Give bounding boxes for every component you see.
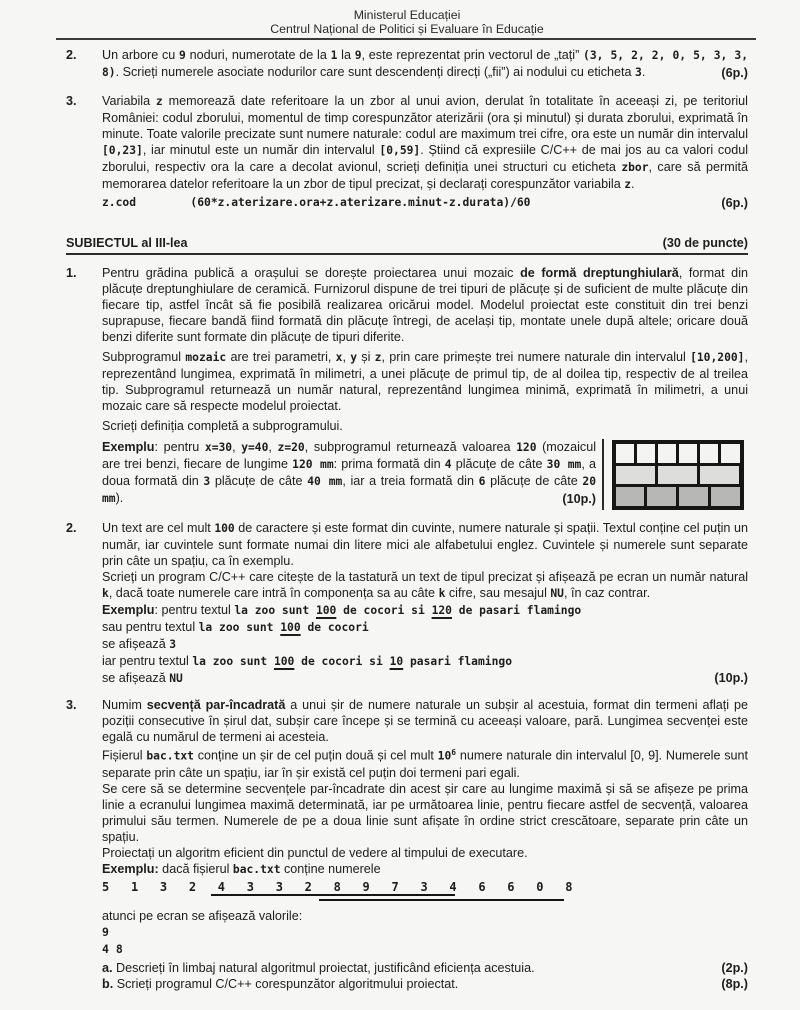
example-line bbox=[102, 636, 748, 653]
text-run: pasari flamingo bbox=[403, 655, 512, 668]
text-run: plăcuțe de câte bbox=[210, 474, 308, 488]
text-run: . Scrieți numerele asociate nodurilor care sunt descendenți direcți („fii”) ai nodului cu eticheta bbox=[115, 65, 636, 79]
text-run: x=30 bbox=[204, 441, 233, 454]
section-points: (30 de puncte) bbox=[662, 236, 748, 250]
text-run: 20 mm bbox=[102, 475, 596, 505]
text-run: de cocori si bbox=[294, 655, 390, 668]
text-run: Un text are cel mult bbox=[102, 521, 215, 535]
text-run: 30 mm bbox=[546, 458, 582, 471]
text-run: 9 bbox=[354, 49, 362, 62]
text-run: 3 bbox=[635, 66, 642, 79]
question-iii-3 bbox=[66, 697, 748, 992]
code-expression: z.cod (60*z.aterizare.ora+z.aterizare.minut-z.durata)/60 bbox=[102, 196, 531, 209]
sequence-underline bbox=[319, 899, 564, 902]
efficiency-note: Proiectați un algoritm eficient din punctul de vedere al timpului de executare. bbox=[102, 845, 528, 860]
question-ii-2 bbox=[66, 47, 748, 81]
example-line bbox=[102, 602, 748, 619]
text-run: 120 mm bbox=[292, 458, 334, 471]
text-run: (mozaicul are trei benzi, fiecare de lungime bbox=[102, 440, 596, 471]
text-run: 120 bbox=[431, 604, 452, 617]
text-run: 10 bbox=[437, 749, 452, 763]
text-run: , este reprezentat prin vectorul de „tați” bbox=[361, 48, 584, 62]
points-badge: (10p.) bbox=[714, 671, 748, 685]
subtask-a-text bbox=[102, 960, 535, 976]
text-run: z bbox=[155, 95, 163, 108]
text-run: , iar minutul este un număr din intervalul bbox=[142, 143, 380, 157]
text-run: Exemplu bbox=[102, 440, 155, 454]
text-run: [0,23] bbox=[102, 144, 143, 157]
text-run: Exemplu: bbox=[102, 861, 159, 876]
text-run: , format din plăcuțe dreptunghiulare de ceramică. Furnizorul dispune de trei tipuri de plăcuțe și de suficient de multe plăcuțe din fiecare tip, astfel încât să fie posibilă realizarea oricărui model. Modelul proiectat este constituit din trei benzi suprapuse, fiecare bandă fiind formată din plăcuțe întregi, de același tip, montate unele după altele; oricare două benzi diferite sunt formate din plăcuțe de tipuri diferite. bbox=[102, 266, 748, 344]
mosaic-cell bbox=[676, 487, 708, 506]
subtask-b-text bbox=[102, 976, 458, 992]
text-run: Un arbore cu bbox=[102, 48, 180, 62]
text-run: Fișierul bbox=[102, 748, 147, 763]
text-run: b. bbox=[102, 976, 114, 991]
mosaic-cell bbox=[697, 444, 718, 463]
text-run: bac.txt bbox=[146, 749, 194, 763]
text-run: , în caz contrar. bbox=[563, 586, 651, 600]
text-run: [10,200] bbox=[690, 351, 745, 364]
text-run: 9 bbox=[179, 49, 186, 62]
example-sequence bbox=[102, 878, 573, 908]
question-number: 1. bbox=[66, 266, 77, 280]
example-block bbox=[102, 439, 748, 510]
text-run: Subprogramul bbox=[102, 350, 186, 364]
points-badge: (6p.) bbox=[721, 66, 748, 80]
text-run: bac.txt bbox=[232, 862, 281, 876]
subprogram-description bbox=[102, 349, 748, 414]
output-intro: atunci pe ecran se afișează valorile: bbox=[102, 908, 303, 923]
text-run: 3 bbox=[169, 638, 177, 651]
text-run: conține numerele bbox=[280, 861, 381, 876]
text-run: , care să permită memorarea datelor referitoare la un zbor de tipul precizat, și declarați corespunzător variabila bbox=[102, 160, 748, 191]
example-line bbox=[102, 619, 748, 636]
text-run: (3, 5, 2, 2, 0, 5, 3, 3, 8) bbox=[102, 49, 748, 79]
question-number: 3. bbox=[66, 698, 77, 712]
points-badge: (2p.) bbox=[721, 960, 748, 975]
text-run: NU bbox=[550, 587, 564, 600]
header-ministry: Ministerul Educației bbox=[353, 8, 461, 22]
task-sentence: Scrieți definiția completă a subprogramului. bbox=[102, 419, 343, 433]
points-badge: (10p.) bbox=[562, 492, 596, 506]
subtask-a bbox=[102, 960, 748, 976]
text-run: : prima formată din bbox=[333, 457, 445, 471]
text-run: memorează date referitoare la un zbor al unui avion, derulat în totalitate în aceeași zi, pe teritoriul României: codul zborului, momentul de timp corespunzător aterizării (ora și minutul) și durata zborului, exprimată în minute. Toate valorile precizate sunt numere naturale: codul are maximum trei cifre, ora este un număr din intervalul bbox=[102, 94, 748, 141]
text-run: a unui șir de numere naturale un subșir al acestuia, format din termeni aflați pe poziții consecutive în șirul dat, subșir care începe și se termină cu aceeași valoare, pară. Lungimea secvenței este egală cu numărul de termeni ai acesteia. bbox=[102, 698, 748, 744]
question-number: 3. bbox=[66, 94, 77, 108]
mosaic-band bbox=[616, 463, 740, 485]
text-run: Exemplu bbox=[102, 603, 155, 617]
subtask-b bbox=[102, 976, 748, 992]
mosaic-cell bbox=[655, 466, 697, 485]
question-text bbox=[102, 93, 748, 193]
text-run: plăcuțe de câte bbox=[485, 474, 583, 488]
document-header bbox=[66, 8, 748, 36]
output-line: 9 bbox=[102, 924, 109, 939]
example-line-text bbox=[102, 670, 183, 687]
mosaic-cell bbox=[718, 444, 739, 463]
text-run: iar pentru textul bbox=[102, 654, 193, 668]
mosaic-cell bbox=[708, 487, 740, 506]
question-text bbox=[102, 265, 748, 345]
header-center: Centrul Național de Politici și Evaluare în Educație bbox=[270, 22, 544, 36]
text-run: ). bbox=[115, 491, 124, 505]
question-ii-3 bbox=[66, 93, 748, 211]
code-expression-line bbox=[102, 195, 748, 211]
file-description bbox=[102, 745, 748, 781]
sequence-numbers: 5 1 3 2 4 3 3 2 8 9 7 3 4 6 6 0 8 bbox=[102, 879, 573, 894]
example-line bbox=[102, 670, 748, 687]
text-run: la zoo sunt bbox=[198, 621, 281, 634]
text-run: [0,59] bbox=[379, 144, 421, 157]
text-run: , prin care primește trei numere naturale din intervalul bbox=[381, 350, 691, 364]
text-run: mozaic bbox=[185, 351, 227, 364]
mosaic-cell bbox=[616, 487, 645, 506]
text-run: , bbox=[342, 350, 351, 364]
mosaic-cell bbox=[676, 444, 697, 463]
text-run: sau pentru textul bbox=[102, 620, 199, 634]
text-run: 120 bbox=[516, 441, 537, 454]
text-run: de pasari flamingo bbox=[451, 604, 582, 617]
points-badge: (6p.) bbox=[721, 196, 748, 210]
text-run: x bbox=[335, 351, 343, 364]
text-run: : pentru bbox=[154, 440, 205, 454]
example-line bbox=[102, 653, 748, 670]
question-text bbox=[102, 520, 748, 569]
figure-divider bbox=[602, 439, 604, 510]
text-run: de formă dreptunghiulară bbox=[520, 266, 679, 280]
text-run: Scrieți programul C/C++ corespunzător algoritmului proiectat. bbox=[113, 976, 459, 991]
text-run: 100 bbox=[273, 655, 295, 668]
text-run: 6 bbox=[478, 475, 486, 488]
text-run: Variabila bbox=[102, 94, 156, 108]
text-run: 4 bbox=[444, 458, 452, 471]
question-number: 2. bbox=[66, 521, 77, 535]
text-run: zbor bbox=[621, 161, 649, 174]
text-run: y bbox=[350, 351, 358, 364]
text-run: , subprogramul returnează valoarea bbox=[304, 440, 517, 454]
text-run: , iar a treia formată din bbox=[342, 474, 479, 488]
text-run: are trei parametri, bbox=[226, 350, 336, 364]
mosaic-cell bbox=[644, 487, 676, 506]
text-run: 100 bbox=[315, 604, 337, 617]
task-sentence bbox=[102, 569, 748, 602]
text-run: numere naturale din intervalul [0, 9]. Numerele sunt separate prin câte un spațiu, iar în șir există cel puțin doi termeni pari egali. bbox=[102, 748, 749, 780]
section-title: SUBIECTUL al III-lea bbox=[66, 236, 188, 250]
sequence-underline bbox=[211, 894, 456, 897]
example-heading bbox=[102, 861, 748, 878]
text-run: y=40 bbox=[241, 441, 269, 454]
requirement-text bbox=[102, 781, 748, 845]
text-run: 3 bbox=[203, 475, 211, 488]
text-run: z=20 bbox=[277, 441, 305, 454]
text-run: k bbox=[438, 587, 446, 600]
points-badge: (8p.) bbox=[721, 976, 748, 991]
text-run: , bbox=[232, 440, 242, 454]
text-run: . bbox=[631, 177, 635, 191]
text-run: : pentru textul bbox=[154, 603, 235, 617]
text-run: Se cere să se determine secvențele par-încadrate din acest șir care au lungime maximă și să se afișeze pe prima linie a ecranului lungimea maximă determinată, iar pe următoarea linie, pentru fiecare astfel de secvență, valoarea primului său termen. Numerele de pe a doua linie sunt afișate în ordine strict crescătoare, separate prin câte un spațiu. bbox=[102, 781, 748, 844]
text-run: secvență par-încadrată bbox=[146, 698, 286, 712]
mosaic-band bbox=[616, 444, 740, 463]
text-run: la bbox=[337, 48, 355, 62]
text-run: 6 bbox=[451, 748, 457, 757]
mosaic-cell bbox=[697, 466, 739, 485]
header-rule bbox=[56, 38, 756, 40]
text-run: se afișează bbox=[102, 637, 170, 651]
text-run: a. bbox=[102, 960, 113, 975]
text-run: , a doua formată din bbox=[102, 457, 596, 488]
text-run: z bbox=[374, 351, 382, 364]
text-run: Scrieți un program C/C++ care citește de la tastatură un text de tipul precizat și afișează pe ecran un număr natural bbox=[102, 570, 748, 584]
mosaic-band bbox=[616, 484, 740, 506]
text-run: Descrieți în limbaj natural algoritmul proiectat, justificând eficiența acestuia. bbox=[112, 960, 535, 975]
text-run: de cocori bbox=[300, 621, 369, 634]
text-run: noduri, numerotate de la bbox=[185, 48, 331, 62]
question-iii-2 bbox=[66, 520, 748, 687]
text-run: , bbox=[268, 440, 278, 454]
mosaic-cell bbox=[655, 444, 676, 463]
text-run: , dacă toate numerele care intră în componența sa au câte bbox=[108, 586, 439, 600]
text-run: . bbox=[641, 65, 646, 79]
mosaic-cell bbox=[616, 444, 634, 463]
text-run: conține un șir de cel puțin două și cel mult bbox=[193, 748, 438, 763]
text-run: Pentru grădina publică a orașului se dorește proiectarea unui mozaic bbox=[102, 266, 521, 280]
mosaic-cell bbox=[634, 444, 655, 463]
mosaic-figure bbox=[612, 440, 744, 510]
mosaic-cell bbox=[616, 466, 655, 485]
section-heading bbox=[66, 235, 748, 255]
text-run: plăcuțe de câte bbox=[451, 457, 547, 471]
text-run: 1 bbox=[330, 49, 338, 62]
text-run: , reprezentând lungimea, exprimată în milimetri, a unei plăcuțe de primul tip, de al doilea tip, respectiv de al treilea tip. Subprogramul returnează un număr natural, reprezentând lungimea minimă, exprimată în milimetri, a unui mozaic care să respecte modelul proiectat. bbox=[102, 350, 748, 413]
text-run: 10 bbox=[389, 655, 404, 668]
definition-text bbox=[102, 697, 748, 745]
text-run: k bbox=[102, 587, 109, 600]
text-run: de caractere și este format din cuvinte, numere naturale și spații. Textul conține cel puțin un număr, iar cuvintele sunt formate numai din litere mici ale alfabetului englez. Cuvintele și numerele sunt separate prin câte un spațiu, ca în exemplu. bbox=[102, 521, 748, 568]
question-number: 2. bbox=[66, 48, 77, 62]
question-iii-1 bbox=[66, 265, 748, 510]
text-run: și bbox=[357, 350, 375, 364]
text-run: dacă fișierul bbox=[158, 861, 233, 876]
text-run: z bbox=[624, 178, 632, 191]
text-run: la zoo sunt bbox=[234, 604, 316, 617]
text-run: Numim bbox=[102, 698, 147, 712]
text-run: . Știind că expresiile C/C++ de mai jos au ca valori codul zborului, respectiv ora la care a decolat avionul, scrieți definiția unei structuri cu eticheta bbox=[102, 143, 749, 174]
output-line: 4 8 bbox=[102, 941, 123, 956]
text-run: 100 bbox=[280, 621, 301, 634]
text-run: de cocori si bbox=[336, 604, 432, 617]
text-run: la zoo sunt bbox=[192, 655, 274, 668]
text-run: se afișează bbox=[102, 671, 170, 685]
text-run: 40 mm bbox=[307, 475, 343, 488]
text-run: NU bbox=[169, 672, 183, 685]
text-run: cifre, sau mesajul bbox=[445, 586, 551, 600]
text-run: 100 bbox=[214, 522, 235, 535]
